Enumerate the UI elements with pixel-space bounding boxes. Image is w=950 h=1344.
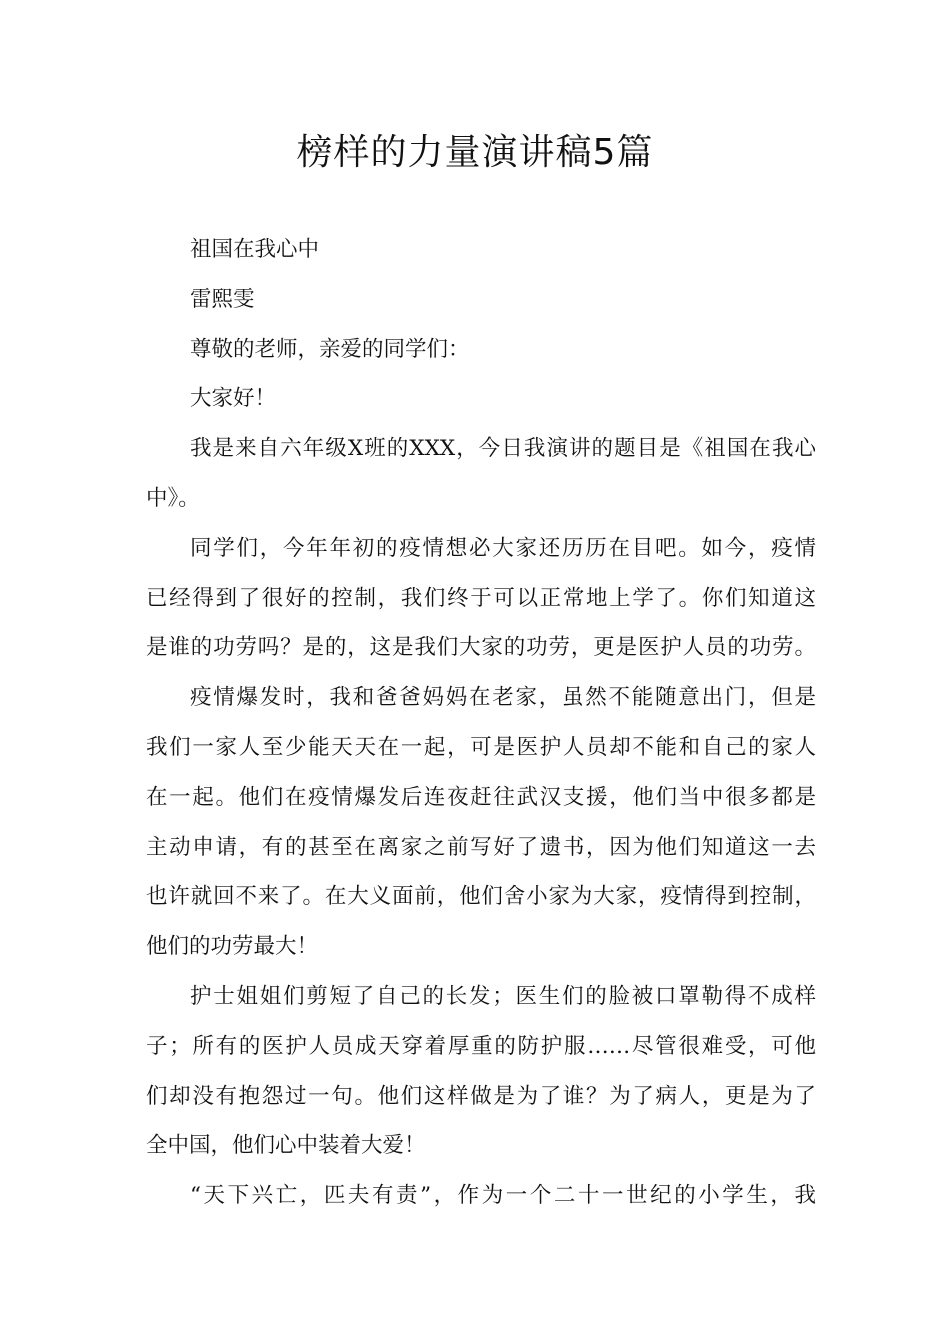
paragraph-line: 中》。: [146, 485, 200, 511]
paragraph-line: 全中国，他们心中装着大爱！: [146, 1133, 426, 1159]
paragraph-line: 已经得到了很好的控制，我们终于可以正常地上学了。你们知道这: [146, 585, 816, 611]
paragraph-line: 疫情爆发时，我和爸爸妈妈在老家，虽然不能随意出门，但是: [190, 685, 816, 711]
paragraph-line: 同学们，今年年初的疫情想必大家还历历在目吧。如今，疫情: [190, 535, 816, 561]
paragraph-line: 大家好！: [190, 386, 277, 412]
document-title: 榜样的力量演讲稿5篇: [296, 132, 654, 173]
paragraph-line: 们却没有抱怨过一句。他们这样做是为了谁？为了病人，更是为了: [146, 1083, 816, 1109]
paragraph-line: 他们的功劳最大！: [146, 934, 319, 960]
paragraph-line: 雷熙雯: [190, 286, 255, 312]
paragraph-line: 护士姐姐们剪短了自己的长发；医生们的脸被口罩勒得不成样: [190, 983, 816, 1009]
paragraph-line: 我们一家人至少能天天在一起，可是医护人员却不能和自己的家人: [146, 734, 816, 760]
paragraph-line: 是谁的功劳吗？是的，这是我们大家的功劳，更是医护人员的功劳。: [146, 635, 816, 661]
paragraph-line: 子；所有的医护人员成天穿着厚重的防护服……尽管很难受，可他: [146, 1033, 816, 1059]
paragraph-line: 主动申请，有的甚至在离家之前写好了遗书，因为他们知道这一去: [146, 834, 816, 860]
paragraph-line: 尊敬的老师，亲爱的同学们：: [190, 336, 470, 362]
paragraph-line: 我是来自六年级X班的XXX，今日我演讲的题目是《祖国在我心: [190, 436, 816, 462]
paragraph-line: “天下兴亡，匹夫有责”，作为一个二十一世纪的小学生，我: [190, 1183, 816, 1209]
paragraph-line: 祖国在我心中: [190, 237, 320, 262]
document-body: [146, 225, 816, 1221]
paragraph-line: 也许就回不来了。在大义面前，他们舍小家为大家，疫情得到控制，: [146, 884, 816, 910]
paragraph-line: 在一起。他们在疫情爆发后连夜赶往武汉支援，他们当中很多都是: [146, 784, 816, 810]
